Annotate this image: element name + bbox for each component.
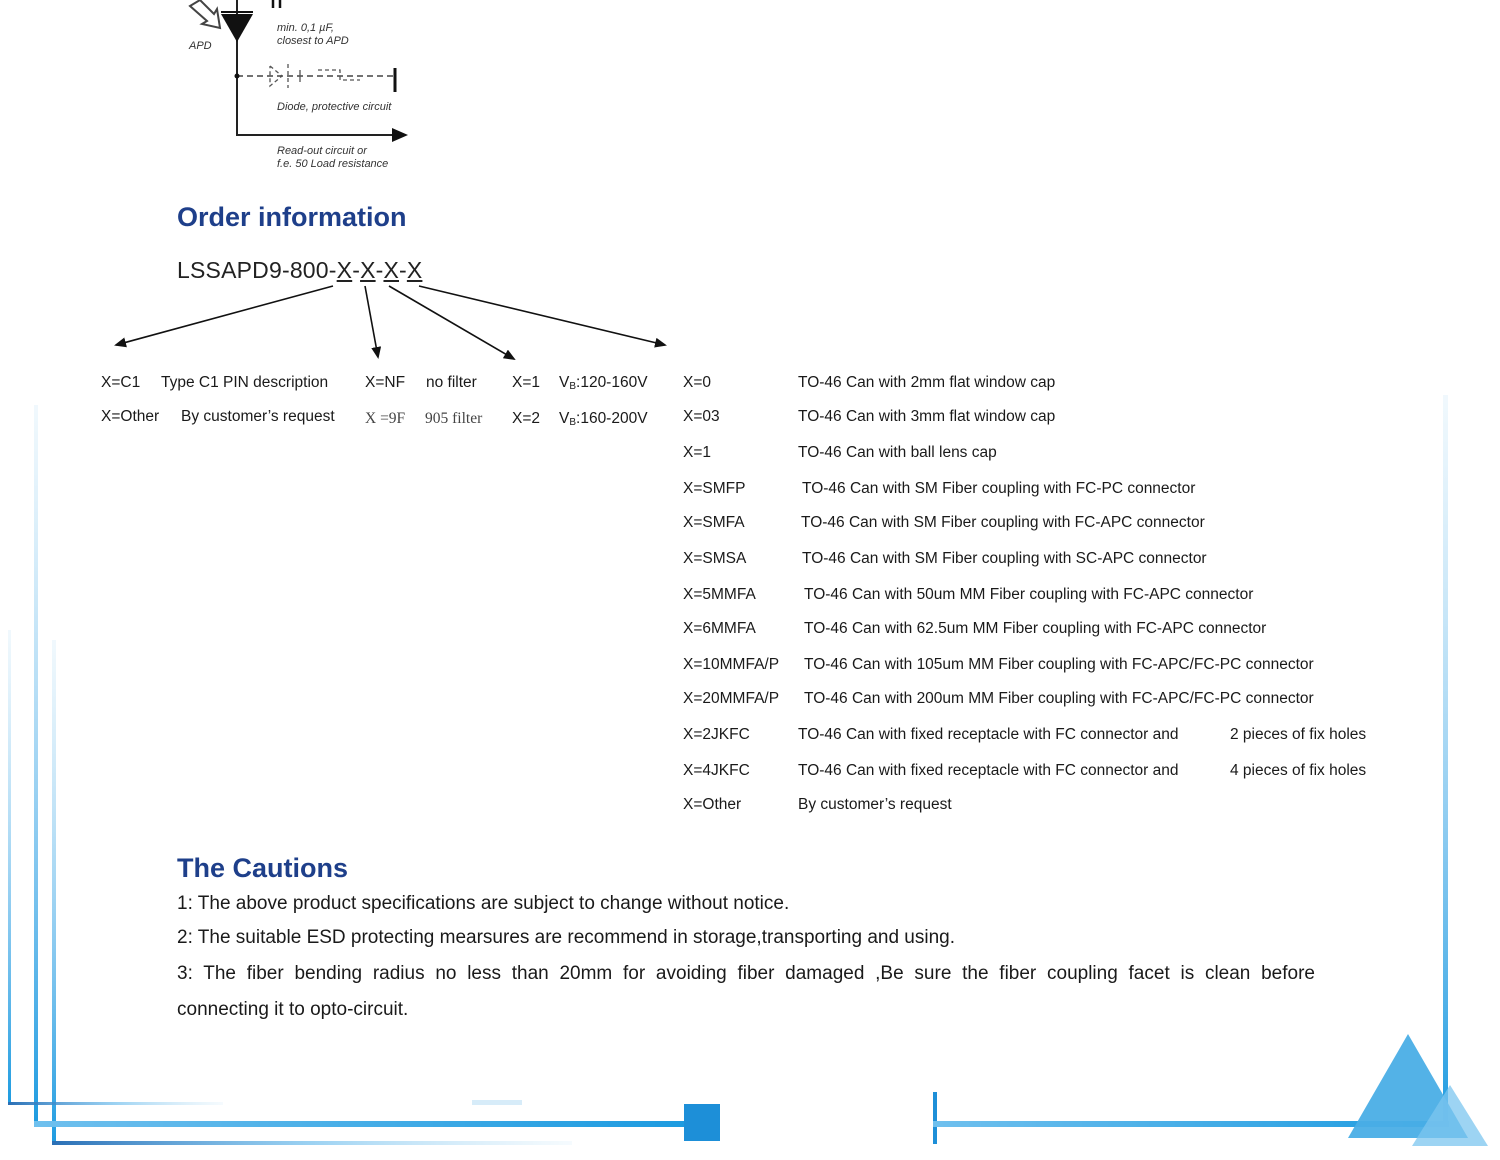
g1-code-2: X=Other xyxy=(101,408,160,425)
part-field-4: X xyxy=(406,257,423,283)
g1-code-1: X=C1 xyxy=(101,374,141,391)
caution-item-2: 2: The suitable ESD protecting mearsures are recommend in storage,transporting and using. xyxy=(177,927,956,948)
g4-code-7: X=5MMFA xyxy=(683,586,756,603)
g4-desc-12: TO-46 Can with fixed receptacle with FC connector and xyxy=(798,762,1179,779)
g4-desc-1: TO-46 Can with 2mm flat window cap xyxy=(798,374,1056,391)
arrow-field-3 xyxy=(389,286,514,359)
g4-code-8: X=6MMFA xyxy=(683,620,756,637)
g4-code-1: X=0 xyxy=(683,374,712,391)
g3-desc-2: $V_B:160-200V$ xyxy=(559,410,648,428)
order-heading: Order information xyxy=(177,202,407,232)
g4-code-9: X=10MMFA/P xyxy=(683,656,780,673)
g4-desc-13: By customer’s request xyxy=(798,796,952,813)
arrow-field-1 xyxy=(116,286,333,345)
arrow-field-2 xyxy=(365,286,378,357)
g4-code-10: X=20MMFA/P xyxy=(683,690,780,707)
g4-extra-12: 4 pieces of fix holes xyxy=(1230,762,1367,779)
g4-desc-2: TO-46 Can with 3mm flat window cap xyxy=(798,408,1056,425)
caution-item-3-line-2: connecting it to opto-circuit. xyxy=(177,999,409,1020)
g3-desc-1: $V_B:120-160V$ xyxy=(559,374,648,392)
g4-extra-11: 2 pieces of fix holes xyxy=(1230,726,1367,743)
g3-code-1: X=1 xyxy=(512,374,541,391)
diode-note: Diode, protective circuit xyxy=(277,101,392,113)
g4-desc-5: TO-46 Can with SM Fiber coupling with FC-APC connector xyxy=(801,514,1205,531)
g4-desc-3: TO-46 Can with ball lens cap xyxy=(798,444,997,461)
g4-desc-10: TO-46 Can with 200um MM Fiber coupling with FC-APC/FC-PC connector xyxy=(804,690,1314,707)
readout-note-2: f.e. 50 Load resistance xyxy=(277,158,389,170)
caution-item-3-line-1: 3: The fiber bending radius no less than 20mm for avoiding fiber damaged ,Be sure the fiber coupling facet is clean before xyxy=(177,963,1315,984)
caution-item-1: 1: The above product specifications are subject to change without notice. xyxy=(177,893,790,914)
part-number: LSSAPD9-800-X-X-X-X xyxy=(177,257,423,283)
g4-code-11: X=2JKFC xyxy=(683,726,750,743)
g4-code-5: X=SMFA xyxy=(683,514,745,531)
g2-desc-1: no filter xyxy=(426,374,477,391)
g4-desc-8: TO-46 Can with 62.5um MM Fiber coupling with FC-APC connector xyxy=(804,620,1267,637)
part-field-1: X xyxy=(336,257,353,283)
g4-code-13: X=Other xyxy=(683,796,742,813)
part-field-2: X xyxy=(360,257,376,283)
g2-desc-2: 905 filter xyxy=(425,410,483,427)
g1-desc-2: By customer’s request xyxy=(181,408,335,425)
g4-code-6: X=SMSA xyxy=(683,550,747,567)
g4-code-2: X=03 xyxy=(683,408,720,425)
g4-desc-7: TO-46 Can with 50um MM Fiber coupling with FC-APC connector xyxy=(804,586,1254,603)
g4-code-3: X=1 xyxy=(683,444,712,461)
cautions-heading: The Cautions xyxy=(177,853,349,883)
g4-desc-9: TO-46 Can with 105um MM Fiber coupling with FC-APC/FC-PC connector xyxy=(804,656,1314,673)
g4-desc-4: TO-46 Can with SM Fiber coupling with FC-PC connector xyxy=(802,480,1196,497)
g4-desc-11: TO-46 Can with fixed receptacle with FC connector and xyxy=(798,726,1179,743)
apd-label: APD xyxy=(189,40,212,52)
g4-code-12: X=4JKFC xyxy=(683,762,750,779)
arrow-field-4 xyxy=(419,286,665,345)
g3-code-2: X=2 xyxy=(512,410,541,427)
part-prefix: LSSAPD9-800- xyxy=(177,257,337,283)
g1-desc-1: Type C1 PIN description xyxy=(161,374,329,391)
g4-desc-6: TO-46 Can with SM Fiber coupling with SC-APC connector xyxy=(802,550,1207,567)
g2-code-2: X =9F xyxy=(365,410,406,427)
readout-note-1: Read-out circuit or xyxy=(277,145,367,157)
capacitor-note-2: closest to APD xyxy=(277,35,349,47)
capacitor-note-1: min. 0,1 µF, xyxy=(277,22,334,34)
part-field-3: X xyxy=(383,257,400,283)
g2-code-1: X=NF xyxy=(365,374,406,391)
g4-code-4: X=SMFP xyxy=(683,480,746,497)
